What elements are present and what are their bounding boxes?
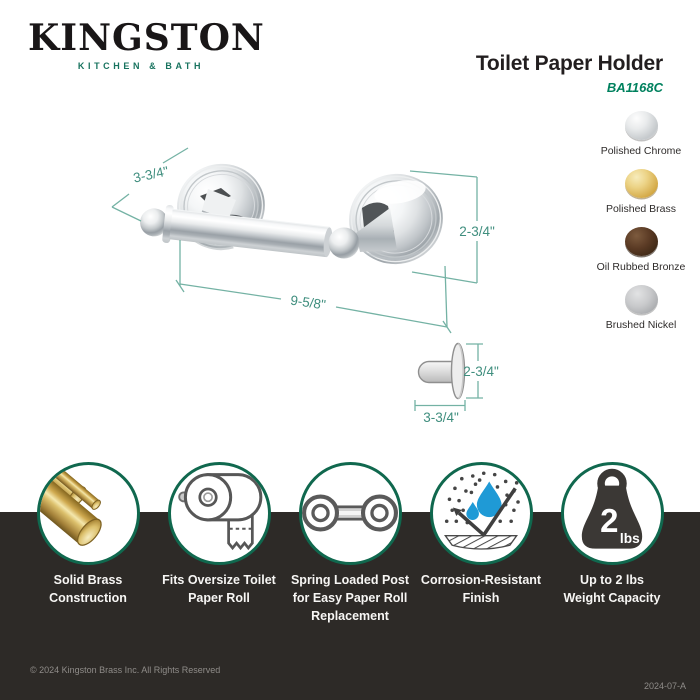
feature-circle xyxy=(299,462,402,565)
brass-rods-icon xyxy=(40,465,136,561)
feature-solid-brass xyxy=(13,462,163,608)
finish-label: Oil Rubbed Bronze xyxy=(596,261,686,273)
brand-tagline: KITCHEN & BATH xyxy=(77,60,205,71)
feature-label: Solid Brass Construction xyxy=(49,573,127,605)
feature-circle xyxy=(168,462,271,565)
spring-post-icon xyxy=(302,465,398,561)
side-height-label: 2-3/4" xyxy=(463,364,499,379)
corrosion-resistant-icon xyxy=(433,465,529,561)
finish-label: Polished Chrome xyxy=(600,145,682,157)
finish-options xyxy=(581,111,700,343)
copyright-text: © 2024 Kingston Brass Inc. All Rights Reserved xyxy=(30,665,221,675)
finish-option xyxy=(581,227,700,273)
feature-label: Up to 2 lbs Weight Capacity xyxy=(563,573,661,605)
toilet-paper-holder-illustration xyxy=(138,156,451,273)
finish-label: Polished Brass xyxy=(605,203,677,215)
feature-circle xyxy=(430,462,533,565)
page-title: Toilet Paper Holder xyxy=(475,52,663,75)
svg-text:lbs: lbs xyxy=(619,531,640,547)
brushed-nickel-swatch-icon xyxy=(625,285,658,314)
polished-chrome-swatch-icon xyxy=(625,111,658,140)
side-depth-label: 3-3/4" xyxy=(423,410,459,425)
front-depth-label: 3-3/4" xyxy=(131,163,170,186)
polished-brass-swatch-icon xyxy=(625,169,658,198)
front-width-label: 9-5/8" xyxy=(289,292,327,313)
front-height-label: 2-3/4" xyxy=(459,224,495,239)
feature-label: Spring Loaded Post for Easy Paper Roll Replacement xyxy=(290,573,410,623)
feature-label: Fits Oversize Toilet Paper Roll xyxy=(162,573,276,605)
weight-capacity-icon xyxy=(564,465,660,561)
finish-option xyxy=(581,285,700,331)
finish-label: Brushed Nickel xyxy=(605,319,677,331)
feature-label: Corrosion-Resistant Finish xyxy=(420,573,542,605)
toilet-paper-roll-icon xyxy=(171,465,267,561)
feature-oversize-roll xyxy=(144,462,294,608)
svg-text:2: 2 xyxy=(599,502,618,540)
feature-spring-post xyxy=(275,462,425,625)
feature-circle xyxy=(37,462,140,565)
side-view-illustration xyxy=(419,344,465,399)
oil-rubbed-bronze-swatch-icon xyxy=(625,227,658,256)
finish-option xyxy=(581,169,700,215)
brand-name: KINGSTON xyxy=(28,17,265,59)
feature-circle xyxy=(561,462,664,565)
model-number: BA1168C xyxy=(606,80,663,95)
revision-code: 2024-07-A xyxy=(643,681,686,691)
feature-weight-capacity xyxy=(537,462,687,608)
finish-option xyxy=(581,111,700,157)
feature-corrosion-resistant xyxy=(406,462,556,608)
